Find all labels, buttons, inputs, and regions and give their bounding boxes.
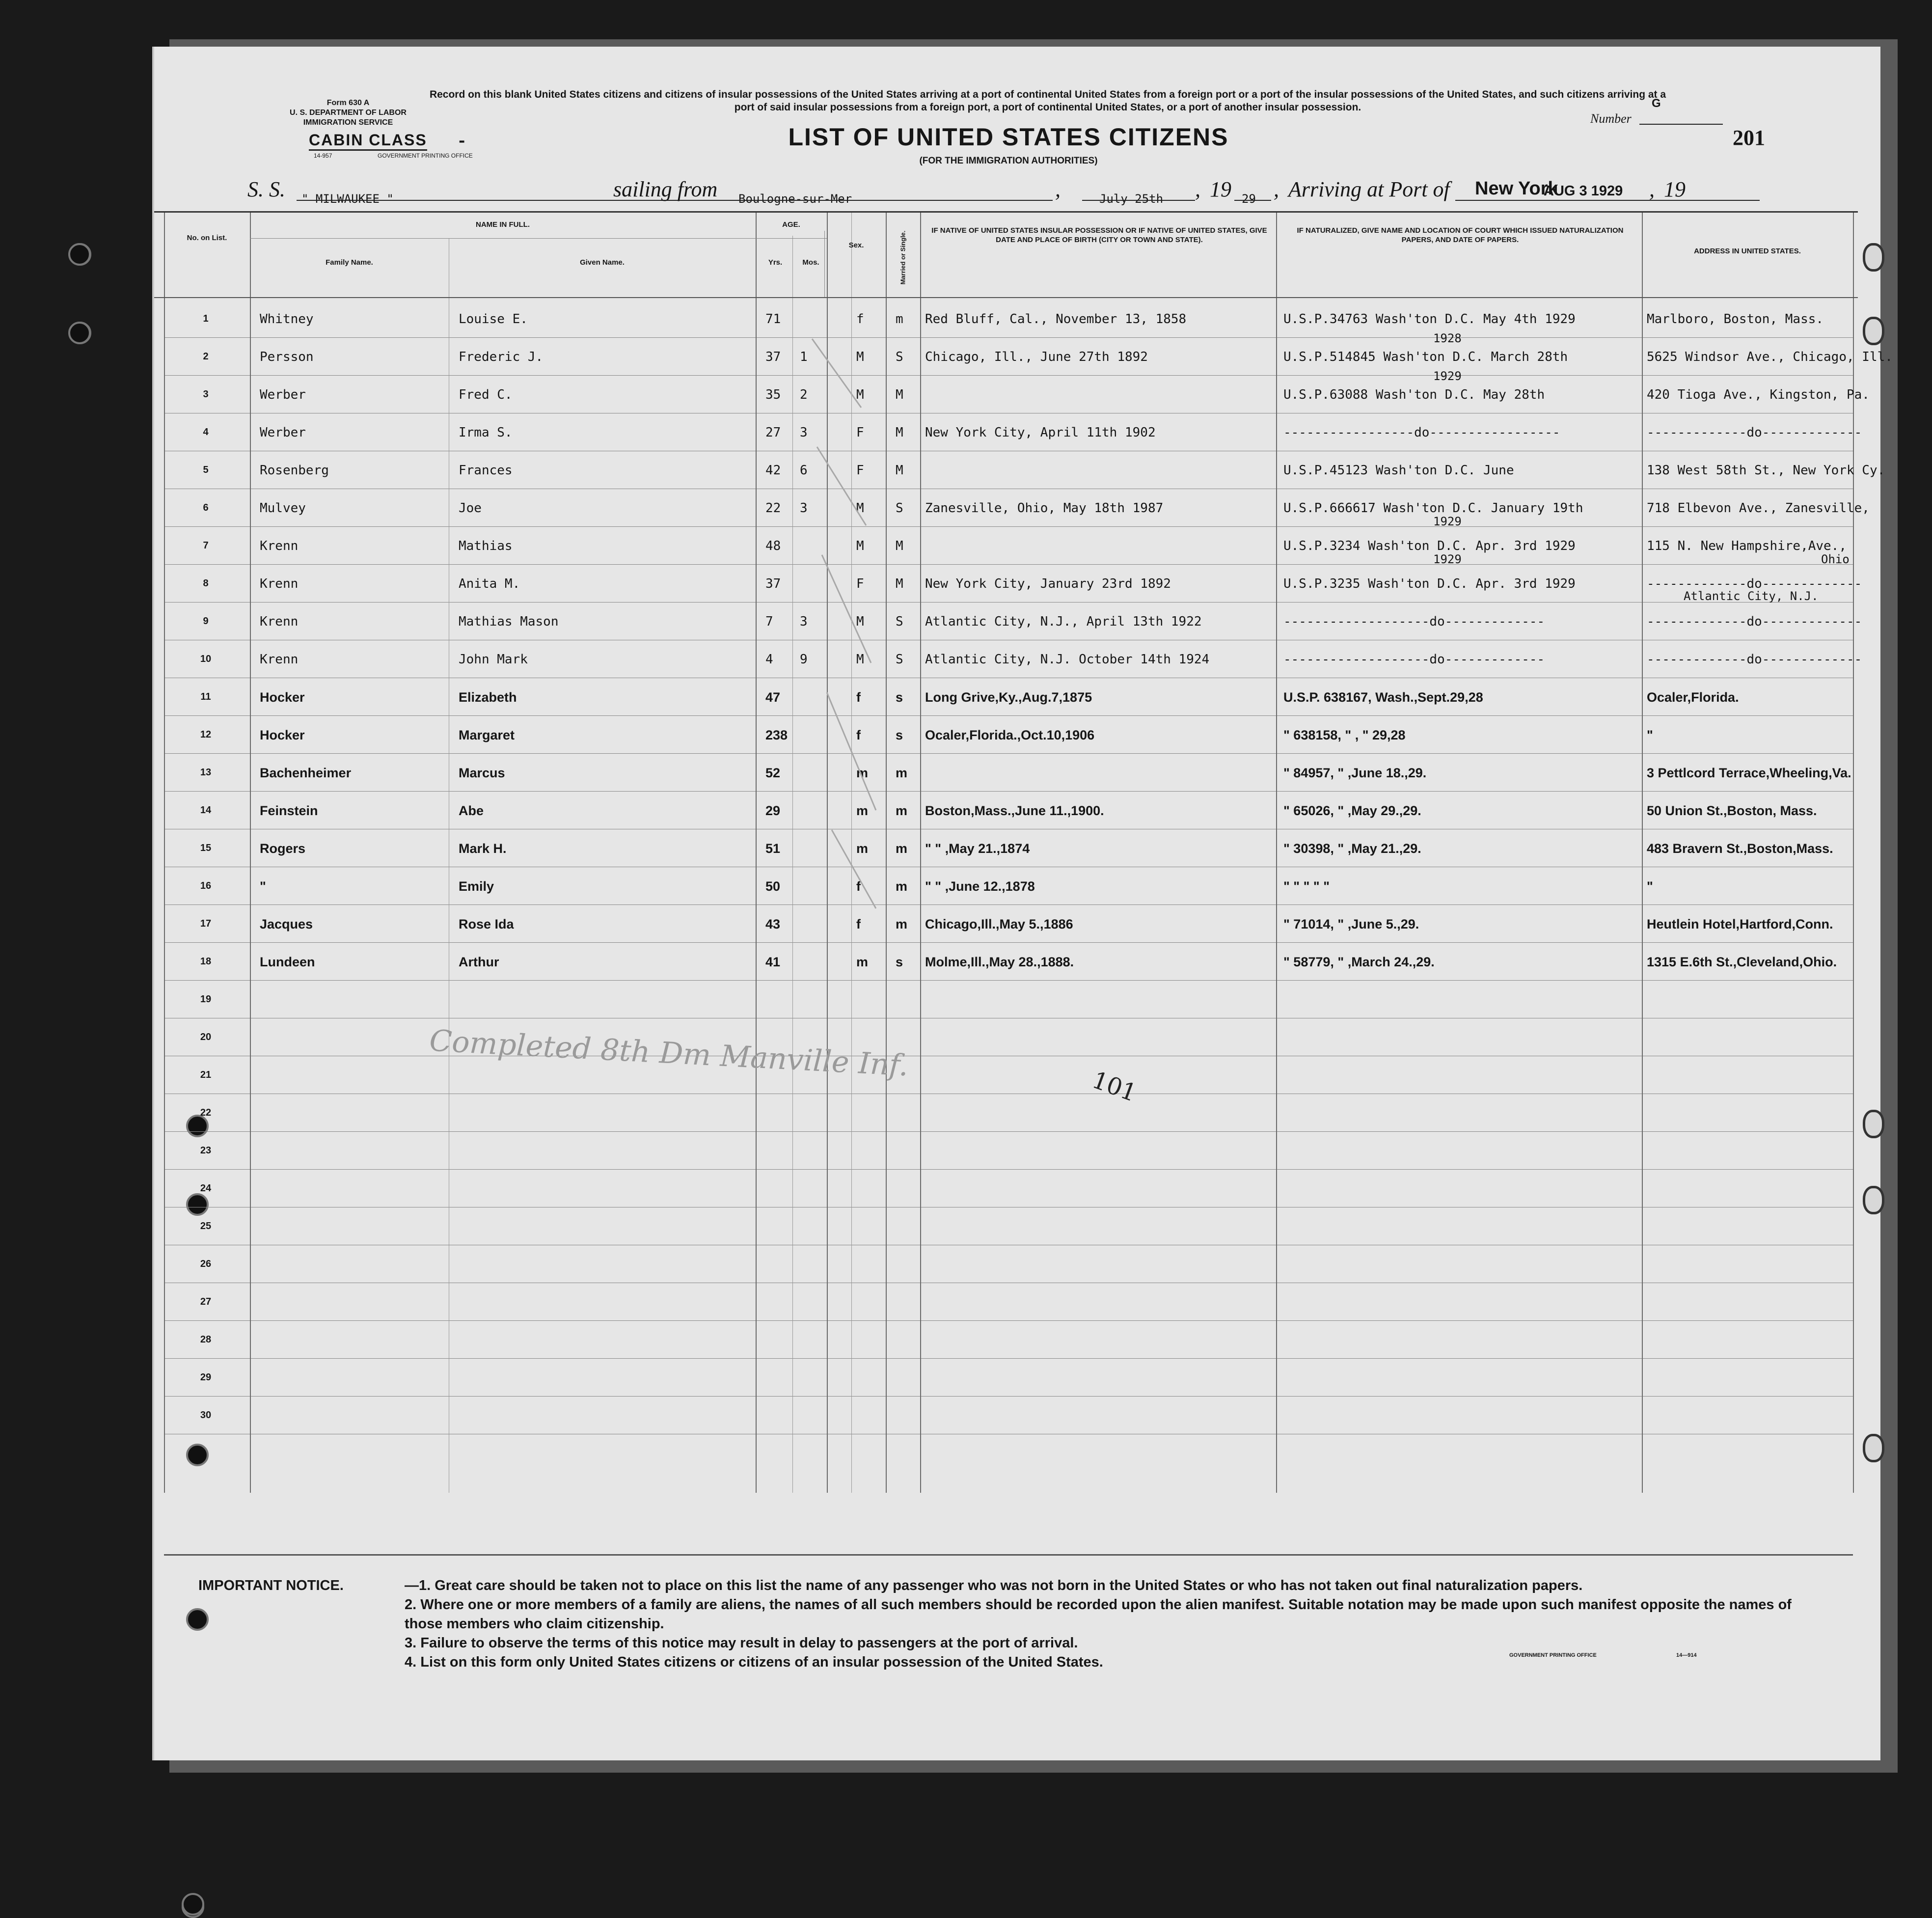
given-name-cell: John Mark (459, 652, 528, 667)
naturalization-cell: " 71014, " ,June 5.,29. (1283, 917, 1419, 932)
binder-hole (68, 322, 91, 344)
age-years-cell: 50 (765, 879, 781, 894)
row-number: 25 (200, 1221, 212, 1232)
page-number: 201 (1733, 126, 1765, 150)
naturalization-cell: " " " " " (1283, 879, 1330, 894)
given-name-cell: Mathias Mason (459, 614, 559, 629)
address-cell: 3 Pettlcord Terrace,Wheeling,Va. (1647, 766, 1851, 780)
binder-hole (186, 1608, 209, 1631)
row-number: 30 (200, 1410, 212, 1421)
age-months-cell: 9 (800, 652, 808, 667)
family-name-cell: Persson (260, 350, 314, 364)
col-address: ADDRESS IN UNITED STATES. (1694, 247, 1801, 255)
sex-cell: M (856, 539, 864, 553)
superscript-year: 1929 (1433, 369, 1462, 383)
age-years-cell: 35 (765, 387, 781, 402)
marital-status-cell: S (896, 652, 903, 667)
marital-status-cell: S (896, 614, 903, 629)
sex-cell: m (856, 803, 869, 818)
naturalization-cell: -------------------do------------- (1283, 614, 1545, 629)
age-years-cell: 41 (765, 955, 781, 969)
header-bottom-rule (154, 297, 1858, 298)
comma3: , (1274, 177, 1279, 201)
given-name-cell: Frederic J. (459, 350, 544, 364)
birthplace-cell: Zanesville, Ohio, May 18th 1987 (925, 501, 1164, 516)
comma1: , (1055, 177, 1061, 201)
row-rule (164, 904, 1853, 905)
age-years-cell: 42 (765, 463, 781, 478)
given-name-cell: Frances (459, 463, 513, 478)
given-name-cell: Joe (459, 501, 482, 516)
footer-gpo: GOVERNMENT PRINTING OFFICE (1509, 1652, 1597, 1658)
birthplace-cell: Molme,Ill.,May 28.,1888. (925, 955, 1074, 969)
age-years-cell: 43 (765, 917, 781, 932)
address-cell: 50 Union St.,Boston, Mass. (1647, 803, 1817, 818)
marital-status-cell: M (896, 425, 903, 440)
address-cell: " (1647, 879, 1653, 894)
given-name-cell: Louise E. (459, 312, 528, 327)
notice-item: 3. Failure to observe the terms of this notice may result in delay to passengers at the port of arrival. (405, 1635, 1078, 1651)
naturalization-cell: U.S.P. 638167, Wash.,Sept.29,28 (1283, 690, 1483, 705)
given-name-cell: Elizabeth (459, 690, 517, 705)
address-cell: -------------do------------- (1647, 576, 1862, 591)
given-name-cell: Mark H. (459, 841, 507, 856)
arriving-label: Arriving at Port of (1288, 177, 1450, 201)
naturalization-cell: " 84957, " ,June 18.,29. (1283, 766, 1427, 780)
sex-cell: M (856, 652, 864, 667)
birthplace-cell: Chicago,Ill.,May 5.,1886 (925, 917, 1073, 932)
sex-cell: F (856, 463, 864, 478)
age-years-cell: 52 (765, 766, 781, 780)
sex-cell: m (856, 955, 869, 969)
manifest-sheet (152, 47, 1893, 1760)
age-months-cell: 3 (800, 501, 808, 516)
col-name: NAME IN FULL. (476, 220, 530, 229)
row-number: 15 (200, 843, 212, 853)
family-name-cell: Krenn (260, 539, 299, 553)
row-number: 13 (200, 767, 212, 778)
marital-status-cell: M (896, 576, 903, 591)
notice-item: —1. Great care should be taken not to place on this list the name of any passenger who was not born in the United States or who has not taken out final naturalization papers. (405, 1578, 1583, 1593)
naturalization-cell: -------------------do------------- (1283, 652, 1545, 667)
col-rule (1642, 211, 1643, 1493)
age-years-cell: 238 (765, 728, 788, 742)
age-years-cell: 37 (765, 576, 781, 591)
age-months-cell: 1 (800, 350, 808, 364)
comma2: , (1195, 177, 1200, 201)
naturalization-cell: U.S.P.666617 Wash'ton D.C. January 19th (1283, 501, 1583, 516)
marital-status-cell: m (896, 803, 908, 818)
sex-cell: f (856, 879, 861, 894)
row-rule (164, 753, 1853, 754)
row-number: 7 (203, 540, 209, 551)
notice-item: 2. Where one or more members of a family are aliens, the names of all such members should be recorded upon the alien manifest. Suitable notation may be made upon such manifest opposite the names of those members who claim citizenship. (405, 1597, 1792, 1632)
given-name-cell: Arthur (459, 955, 499, 969)
year2-prefix: 19 (1664, 177, 1686, 201)
row-rule (164, 715, 1853, 716)
age-years-cell: 4 (765, 652, 773, 667)
address-cell: Ocaler,Florida. (1647, 690, 1739, 705)
birthplace-cell: " " ,May 21.,1874 (925, 841, 1030, 856)
year-underline (1234, 200, 1271, 201)
row-rule (164, 1358, 1853, 1359)
form-number: Form 630 A (327, 99, 370, 107)
col-rule (756, 211, 757, 1493)
arrival-date-stamp: AUG 3 1929 (1544, 183, 1623, 199)
given-name-cell: Emily (459, 879, 494, 894)
col-married: Married or Single. (899, 230, 907, 285)
sex-cell: F (856, 425, 864, 440)
row-number: 26 (200, 1259, 212, 1269)
row-number: 23 (200, 1145, 212, 1156)
row-number: 12 (200, 729, 212, 740)
family-name-cell: Whitney (260, 312, 314, 327)
naturalization-cell: U.S.P.3234 Wash'ton D.C. Apr. 3rd 1929 (1283, 539, 1576, 553)
age-months-cell: 2 (800, 387, 808, 402)
row-number: 2 (203, 351, 209, 362)
notice-label: IMPORTANT NOTICE. (198, 1578, 344, 1593)
family-name-cell: Bachenheimer (260, 766, 352, 780)
marital-status-cell: m (896, 766, 908, 780)
sex-cell: F (856, 576, 864, 591)
sex-cell: m (856, 766, 869, 780)
row-number: 18 (200, 956, 212, 967)
birthplace-cell: Long Grive,Ky.,Aug.7,1875 (925, 690, 1092, 705)
sex-cell: f (856, 312, 864, 327)
birthplace-cell: New York City, January 23rd 1892 (925, 576, 1171, 591)
age-years-cell: 7 (765, 614, 773, 629)
given-name-cell: Irma S. (459, 425, 513, 440)
given-name-cell: Marcus (459, 766, 505, 780)
age-months-cell: 6 (800, 463, 808, 478)
family-name-cell: Jacques (260, 917, 313, 932)
address-cell: -------------do------------- (1647, 652, 1862, 667)
row-number: 17 (200, 918, 212, 929)
row-number: 29 (200, 1372, 212, 1383)
row-rule (164, 602, 1853, 603)
sex-cell: M (856, 350, 864, 364)
year-suffix: 29 (1242, 192, 1256, 206)
pencil-annotation: Completed 8th Dm Manville Inf. (428, 1023, 909, 1083)
year-suffix-wrap (1242, 183, 1256, 213)
marital-status-cell: S (896, 501, 903, 516)
port-to: New York (1475, 178, 1558, 199)
col-rule (1276, 211, 1277, 1493)
row-rule (164, 942, 1853, 943)
gpo-code: 14-957 (314, 152, 332, 159)
sex-cell: M (856, 387, 864, 402)
birthplace-cell: Red Bluff, Cal., November 13, 1858 (925, 312, 1187, 327)
age-months-cell: 3 (800, 425, 808, 440)
age-years-cell: 37 (765, 350, 781, 364)
row-rule (164, 1131, 1853, 1132)
col-age: AGE. (782, 220, 800, 229)
given-name-cell: Abe (459, 803, 484, 818)
date-sailed-wrap (1099, 183, 1163, 213)
age-months-cell: 3 (800, 614, 808, 629)
binder-hole (68, 243, 91, 266)
given-name-cell: Rose Ida (459, 917, 514, 932)
row-number: 11 (200, 691, 211, 702)
age-subrule (756, 238, 827, 239)
port-from: Boulogne-sur-Mer (738, 192, 852, 206)
port-from-wrap (738, 183, 852, 213)
family-name-cell: " (260, 879, 266, 894)
row-number: 21 (200, 1069, 212, 1080)
row-number: 4 (203, 427, 209, 438)
address-cell: 420 Tioga Ave., Kingston, Pa. (1647, 387, 1870, 402)
number-label: Number (1590, 111, 1632, 126)
given-name-cell: Anita M. (459, 576, 520, 591)
family-name-cell: Krenn (260, 652, 299, 667)
yrs-mos-rule (792, 236, 793, 1493)
page-subtitle: (FOR THE IMMIGRATION AUTHORITIES) (919, 156, 1098, 166)
row-number: 3 (203, 389, 209, 400)
table-bottom-rule (164, 1554, 1853, 1556)
col-rule (1853, 211, 1854, 1493)
age-years-cell: 71 (765, 312, 781, 327)
birthplace-cell: " " ,June 12.,1878 (925, 879, 1035, 894)
ship-name: " MILWAUKEE " (301, 192, 394, 206)
col-given: Given Name. (580, 258, 625, 267)
naturalization-cell: " 65026, " ,May 29.,29. (1283, 803, 1421, 818)
row-number: 10 (200, 654, 212, 664)
age-years-cell: 29 (765, 803, 781, 818)
port-from-underline (738, 200, 1053, 201)
col-mos: Mos. (802, 258, 819, 267)
family-name-cell: Mulvey (260, 501, 306, 516)
sailing-label: sailing from (613, 177, 718, 201)
ship-name-wrap (301, 183, 394, 213)
col-no: No. on List. (187, 234, 227, 242)
name-subrule (250, 238, 756, 239)
birthplace-cell: Ocaler,Florida.,Oct.10,1906 (925, 728, 1095, 742)
row-number: 9 (203, 616, 209, 627)
page-title: LIST OF UNITED STATES CITIZENS (788, 123, 1229, 151)
naturalization-cell: U.S.P.3235 Wash'ton D.C. Apr. 3rd 1929 (1283, 576, 1576, 591)
row-rule (164, 375, 1853, 376)
sex-cell: f (856, 690, 861, 705)
marital-status-cell: s (896, 728, 903, 742)
sex-cell: M (856, 501, 864, 516)
marital-status-cell: s (896, 955, 903, 969)
row-number: 16 (200, 880, 212, 891)
birthplace-cell: Atlantic City, N.J. October 14th 1924 (925, 652, 1210, 667)
given-name-cell: Margaret (459, 728, 515, 742)
naturalization-cell: U.S.P.514845 Wash'ton D.C. March 28th (1283, 350, 1568, 364)
col-yrs: Yrs. (768, 258, 783, 267)
given-name-cell: Mathias (459, 539, 513, 553)
table-top-rule (154, 211, 1858, 213)
naturalization-cell: U.S.P.63088 Wash'ton D.C. May 28th (1283, 387, 1545, 402)
age-years-cell: 48 (765, 539, 781, 553)
naturalization-cell: U.S.P.45123 Wash'ton D.C. June (1283, 463, 1514, 478)
family-name-cell: Hocker (260, 728, 305, 742)
family-name-cell: Krenn (260, 576, 299, 591)
address-cell: 115 N. New Hampshire,Ave., (1647, 539, 1847, 553)
sex-cell: f (856, 728, 861, 742)
family-name-cell: Krenn (260, 614, 299, 629)
row-number: 24 (200, 1183, 212, 1194)
arrival-underline (1539, 200, 1647, 201)
date-sailed: July 25th (1099, 192, 1164, 206)
year-prefix: 19 (1210, 177, 1231, 201)
superscript-year: 1929 (1433, 552, 1462, 566)
col-rule (920, 211, 921, 1493)
marital-status-cell: M (896, 539, 903, 553)
row-number: 27 (200, 1296, 212, 1307)
naturalization-cell: " 638158, " , " 29,28 (1283, 728, 1406, 742)
ss-label: S. S. (247, 177, 285, 201)
manifest-table (154, 211, 1893, 1493)
address-cell: -------------do------------- (1647, 614, 1862, 629)
row-rule (164, 1396, 1853, 1397)
col-rule (250, 211, 251, 1493)
footer-code: 14—914 (1676, 1652, 1697, 1658)
birthplace-cell: Chicago, Ill., June 27th 1892 (925, 350, 1148, 364)
family-name-cell: Feinstein (260, 803, 318, 818)
date-underline (1082, 200, 1195, 201)
birthplace-cell: Atlantic City, N.J., April 13th 1922 (925, 614, 1202, 629)
row-number: 28 (200, 1334, 212, 1345)
row-rule (164, 1169, 1853, 1170)
address-cell: 138 West 58th St., New York Cy. (1647, 463, 1885, 478)
marital-status-cell: m (896, 879, 908, 894)
page-stamp: 101 (1088, 1066, 1141, 1107)
family-name-cell: Werber (260, 425, 306, 440)
age-years-cell: 27 (765, 425, 781, 440)
address-cell: -------------do------------- (1647, 425, 1862, 440)
family-name-cell: Lundeen (260, 955, 315, 969)
row-rule (164, 980, 1853, 981)
row-rule (164, 526, 1853, 527)
gpo-note: GOVERNMENT PRINTING OFFICE (378, 152, 473, 159)
marital-status-cell: M (896, 463, 903, 478)
sex-cell: m (856, 841, 869, 856)
age-years-cell: 51 (765, 841, 781, 856)
row-number: 8 (203, 578, 209, 589)
col-family: Family Name. (326, 258, 373, 267)
row-number: 14 (200, 805, 212, 816)
address-cell: Marlboro, Boston, Mass. (1647, 312, 1824, 327)
form-instructions: Record on this blank United States citizens and citizens of insular possessions of the United States arriving at a port of continental United States from a foreign port or a port of the insular possessions of the United States, and such citizens arriving at a port of said insular possessions from a foreign port, a port of continental United States, or a port of another insular possession. (429, 89, 1666, 113)
address-cell: 5625 Windsor Ave., Chicago, Ill. (1647, 350, 1893, 364)
form-identifier (267, 98, 429, 128)
address-cell: Heutlein Hotel,Hartford,Conn. (1647, 917, 1833, 932)
binder-hole (182, 1893, 204, 1916)
marital-status-cell: S (896, 350, 903, 364)
family-name-cell: Rogers (260, 841, 306, 856)
address-cell: 483 Bravern St.,Boston,Mass. (1647, 841, 1833, 856)
superscript-year: 1929 (1433, 515, 1462, 528)
age-years-cell: 22 (765, 501, 781, 516)
col-sex: Sex. (848, 241, 864, 249)
superscript-state: Ohio (1821, 552, 1850, 566)
family-name-cell: Rosenberg (260, 463, 329, 478)
family-name-cell: Werber (260, 387, 306, 402)
row-rule (164, 1320, 1853, 1321)
sex-cell: M (856, 614, 864, 629)
given-name-cell: Fred C. (459, 387, 513, 402)
row-number: 22 (200, 1107, 212, 1118)
row-number: 20 (200, 1032, 212, 1042)
marital-status-cell: m (896, 312, 903, 327)
naturalization-cell: " 30398, " ,May 21.,29. (1283, 841, 1421, 856)
row-rule (164, 791, 1853, 792)
row-rule (164, 337, 1853, 338)
marital-status-cell: m (896, 917, 908, 932)
comma4: , (1649, 177, 1655, 201)
family-name-cell: Hocker (260, 690, 305, 705)
row-number: 1 (203, 313, 209, 324)
address-cell: " (1647, 728, 1653, 742)
sex-cell: f (856, 917, 861, 932)
cabin-class: CABIN CLASS (309, 131, 427, 151)
cabin-dash: - (459, 131, 465, 150)
year2-underline (1688, 200, 1738, 201)
marital-status-cell: m (896, 841, 908, 856)
department-name: U. S. DEPARTMENT OF LABOR (290, 109, 407, 117)
pencil-checkmarks (802, 319, 910, 918)
birthplace-cell: Boston,Mass.,June 11.,1900. (925, 803, 1104, 818)
superscript-address: Atlantic City, N.J. (1684, 589, 1819, 603)
marital-status-cell: s (896, 690, 903, 705)
age-years-cell: 47 (765, 690, 781, 705)
naturalization-cell: " 58779, " ,March 24.,29. (1283, 955, 1435, 969)
notice-item: 4. List on this form only United States citizens or citizens of an insular possession of the United States. (405, 1654, 1103, 1670)
col-birthplace: IF NATIVE OF UNITED STATES INSULAR POSSESSION OR IF NATIVE OF UNITED STATES, GIVE DATE AND PLACE OF BIRTH (CITY OR TOWN AND STATE). (931, 226, 1267, 244)
naturalization-cell: -----------------do----------------- (1283, 425, 1560, 440)
marital-status-cell: M (896, 387, 903, 402)
address-cell: 1315 E.6th St.,Cleveland,Ohio. (1647, 955, 1837, 969)
naturalization-cell: U.S.P.34763 Wash'ton D.C. May 4th 1929 (1283, 312, 1576, 327)
row-rule (164, 564, 1853, 565)
col-rule (164, 211, 165, 1493)
col-naturalization: IF NATURALIZED, GIVE NAME AND LOCATION OF COURT WHICH ISSUED NATURALIZATION PAPERS, AND DATE OF PAPERS. (1297, 226, 1624, 244)
birthplace-cell: New York City, April 11th 1902 (925, 425, 1156, 440)
superscript-year: 1928 (1433, 331, 1462, 345)
number-value: G (1652, 97, 1661, 110)
row-number: 19 (200, 994, 212, 1005)
number-underline (1639, 124, 1723, 125)
address-cell: 718 Elbevon Ave., Zanesville, (1647, 501, 1870, 516)
row-number: 6 (203, 502, 209, 513)
row-number: 5 (203, 465, 209, 475)
service-name: IMMIGRATION SERVICE (303, 118, 393, 127)
list-number (1590, 97, 1733, 126)
